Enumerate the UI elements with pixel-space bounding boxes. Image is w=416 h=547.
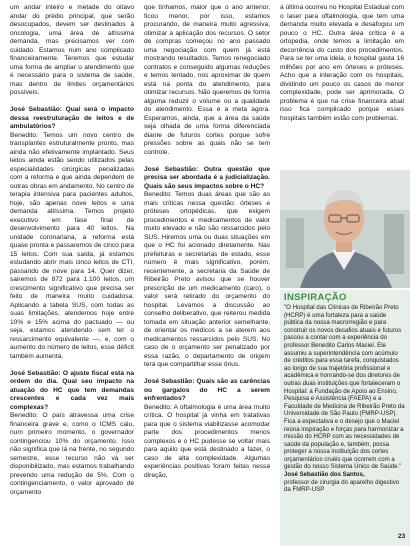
article-column-3 — [280, 4, 404, 123]
interview-question: José Sebastião: Qual será o impacto dessa reestruturação de leitos e de ambulatórios? — [10, 106, 134, 130]
portrait-illustration — [280, 170, 410, 288]
interview-answer: Benedito: A oftalmologia é uma área muito crítica. O hospital já vinha em tratativas para que o sistema viabilizasse acomodar parte dos procedimentos menos complexos e o HC pudesse se voltar mais para aquilo que está destinado a fazer, o caso de alta complexidade. Algumas experiências positivas foram feitas nessa direção, — [144, 403, 270, 479]
quote-author: José Sebastião dos Santos, — [284, 471, 365, 479]
paragraph: um andar inteiro e metade do oitavo andar do prédio principal, que serão desocupados, devem ser destinados à oncologia, uma área de altíssima demanda, mas precisamos ver com cuidado. Estamos num ano complicado financeiramente. Teremos que estudar uma forma de ampliar o atendimento que é necessário para o sistema de saúde, mas dentro de limites orçamentários possíveis. — [10, 4, 134, 96]
interview-question: José Sebastião: Outra questão que precisa ser abordada é a judicialização. Quais são seus impactos sobre o HC? — [144, 165, 270, 190]
paragraph: que tínhamos, maior que o ano anterior, ficou menor, por isso, estamos procurando, de maneira muito agressiva, otimizar a aplicação dos recursos. O setor de compras começou no ano passado uma negociação com quem já está mostrando resultados. Temos renegociado contratos e conseguido algumas reduções e temos tentado, nos aproximar de quem está na ponta do atendimento, para otimizar recursos. Não queremos de forma alguma reduzir o volume ou a qualidade do atendimento. Essa é a meta agora. Esperamos, ainda, que a área da saúde seja olhada de uma forma diferenciada diante de futuros cortes porque sofre pressões sobre as quais não se tem controle. — [144, 4, 270, 156]
inspiration-box — [280, 290, 410, 546]
paragraph: a última ocorreu no Hospital Estadual com o laser para oftalmologia, que tem uma demanda muito elevada e desafogou um pouco o HC. Outra área crítica é a ortopedia, onde temos a limitação em decorrência do custo dos procedimentos. Para se ter uma ideia, o hospital gasta 16 milhões por ano em órteses e próteses. Acho que a interação com os hospitais, dividindo um pouco os casos de menor complexidade, pode ser aprimorada. O problema é que na crise financeira atual isso fica complicado porque esses hospitais também estão com problemas. — [280, 4, 404, 122]
interview-question: José Sebastião: Quais são as carências ou gargalos do HC a serem enfrentados? — [144, 378, 270, 402]
article-column-1 — [10, 4, 134, 497]
interview-answer: Benedito: Temos um novo centro de transplantes estruturalmente pronto, mas ainda não efetivamente implantado. Seus leitos ainda estão sendo utilizados pelas especialidades cirúrgicas penalizadas com a reforma e que ainda dependem de outras obras em andamento. No centro de terapia intensiva para pacientes adultos, hoje, são apenas nove leitos e uma demanda altíssima. Temos projeto executivo em fase final de desenvolvimento para 40 leitos. Na unidade coronariana, a reforma está quase pronta e passaremos de cinco para 15 leitos. Com sua saída, já estamos estudando abrir mais cinco leitos de CTI, passando de nove para 14. Quer dizer, sairemos de 872 para 1.100 leitos, um crescimento significativo que precisa ser feito de maneira muito cuidadosa. Aplicando a tabela SUS, com todas as suas limitações, atendemos hoje entre 10% e 15% acima do pactuado — ou seja, estamos atendendo sem ter o ressarcimento equivalente —, e, com o aumento do número de leitos, esse déficit também aumenta. — [10, 131, 134, 360]
interview-question: José Sebastião: O ajuste fiscal está na ordem do dia. Qual seu impacto na atuação do HC que tem demandas crescentes e cada vez mais complexas? — [10, 369, 134, 411]
interview-answer: Benedito: O país atravessa uma crise financeira grave e, como o ICMS caiu, num primeiro momento, o governador contingenciou 10% do orçamento. Isso não significa que lá na frente, no segundo semestre, esse recurso não vá ser disponibilizado, mas estamos trabalhando prevendo uma redução de 5%. Com o contingenciamento, o valor aprovado de orçamento — [10, 412, 134, 496]
inspiration-quote: "O Hospital das Clínicas de Ribeirão Preto (HCRP) é uma fortaleza para a saúde pública da nossa macrorregião e para construir os novos desafios atuais e futuros passou a contar com a experiência do professor Benedito Carlos Maciel. Ele assumiu a superintendência com acúmulo de créditos para essa tarefa, conquistados ao longo de sua trajetória profissional e acadêmica e honrando-se dos diretores de outras duas instituições que fortaleceram o Hospital: a Fundação de Apoio ao Ensino, Pesquisa e Assistência (FAEPA) e a Faculdade de Medicina de Ribeirão Preto da Universidade de São Paulo (FMRP-USP). Fica a expectativa e o desejo que o Maciel reúna inspiração e forças para harmonizar a missão do HCRP com as necessidades de saúde da população e, também, possa proteger a nossa instituição dos cortes orçamentários cruéis que ocorrem com a gestão do nosso Sistema Único de Saúde." — [284, 304, 405, 471]
quote-author-role: professor de cirurgia do aparelho digestivo da FMRP-USP — [284, 478, 400, 494]
article-column-2 — [144, 4, 270, 480]
page-number: 23 — [398, 533, 406, 540]
portrait-photo — [280, 170, 410, 288]
interview-answer: Benedito: Temos duas áreas que são as mais críticas nessa questão: órteses e próteses ortopédicas, que exigem procedimentos e medicamentos de valor muito elevado e não são ressarcidos pelo SUS. Hiremos uma ou duas situações em que o HC foi acionado diretamente. Nas prefeituras e secretarias de estado, esse número é mais significativo, porém, recentemente, a secretaria da Saúde de Ribeirão Preto avisou que se houver prescrição de um medicamento (caro), o valor será retirado do orçamento do hospital. Levamos a discussão ao conselho deliberativo, que reiterou medida tomada em situação anterior semelhante, de orientar os médicos a se aterem aos medicamentos ressarcidos pelo SUS. No caso de o orçamento ser penalizado por essa razão, o departamento de origem terá que compartilhar esse ônus. — [144, 191, 270, 368]
inspiration-title: INSPIRAÇÃO — [284, 292, 347, 303]
